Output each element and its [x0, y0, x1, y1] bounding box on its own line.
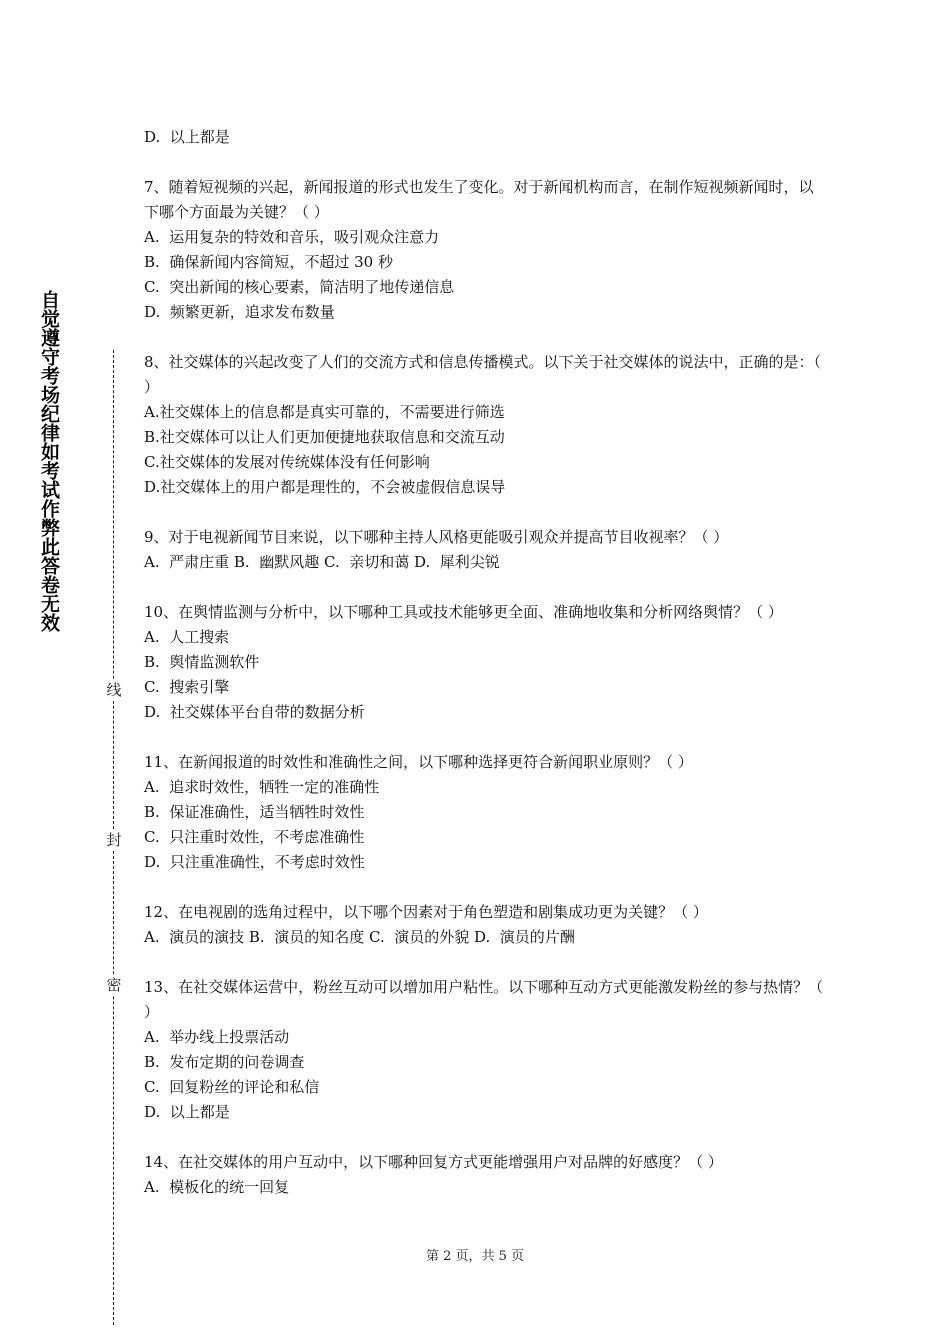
option: A. 演员的演技 B. 演员的知名度 C. 演员的外貌 D. 演员的片酬	[144, 928, 575, 946]
question-title: 13、在社交媒体运营中，粉丝互动可以增加用户粘性。以下哪种互动方式更能激发粉丝的参与热情？（ ）	[144, 978, 824, 1021]
question-7	[144, 175, 824, 325]
question-title: 11、在新闻报道的时效性和准确性之间，以下哪种选择更符合新闻职业原则？（ ）	[144, 753, 693, 771]
question-title: 10、在舆情监测与分析中，以下哪种工具或技术能够更全面、准确地收集和分析网络舆情？（ ）	[144, 603, 783, 621]
option: C. 回复粉丝的评论和私信	[144, 1078, 320, 1096]
option: A.社交媒体上的信息都是真实可靠的，不需要进行筛选	[144, 403, 505, 421]
option: A. 举办线上投票活动	[144, 1028, 290, 1046]
binding-mark-feng: 封	[104, 829, 124, 851]
question-list	[144, 125, 824, 1225]
question-title: 7、随着短视频的兴起，新闻报道的形式也发生了变化。对于新闻机构而言，在制作短视频新闻时，以下哪个方面最为关键？（ ）	[144, 178, 814, 221]
question-title: 12、在电视剧的选角过程中，以下哪个因素对于角色塑造和剧集成功更为关键？（ ）	[144, 903, 708, 921]
option: A. 模板化的统一回复	[144, 1178, 290, 1196]
question-11	[144, 750, 824, 875]
page-number: 第 2 页，共 5 页	[425, 1249, 525, 1264]
binding-mark-mi: 密	[104, 974, 124, 996]
question-13	[144, 975, 824, 1125]
option: A. 严肃庄重 B. 幽默风趣 C. 亲切和蔼 D. 犀利尖锐	[144, 553, 500, 571]
option: A. 运用复杂的特效和音乐，吸引观众注意力	[144, 228, 440, 246]
exam-discipline-warning: 自觉遵守考场纪律如考试作弊此答卷无效	[38, 290, 60, 632]
option: D. 以上都是	[144, 128, 230, 146]
question-title: 14、在社交媒体的用户互动中，以下哪种回复方式更能增强用户对品牌的好感度？（ ）	[144, 1153, 723, 1171]
option: C.社交媒体的发展对传统媒体没有任何影响	[144, 453, 430, 471]
option: A. 人工搜索	[144, 628, 230, 646]
option: B. 确保新闻内容简短，不超过 30 秒	[144, 253, 393, 271]
option: C. 只注重时效性，不考虑准确性	[144, 828, 365, 846]
option: B. 发布定期的问卷调查	[144, 1053, 305, 1071]
previous-question-tail	[144, 125, 824, 150]
option: D. 只注重准确性，不考虑时效性	[144, 853, 365, 871]
option: C. 突出新闻的核心要素，简洁明了地传递信息	[144, 278, 455, 296]
option: B. 舆情监测软件	[144, 653, 260, 671]
question-title: 8、社交媒体的兴起改变了人们的交流方式和信息传播模式。以下关于社交媒体的说法中，正确的是：（ ）	[144, 353, 822, 396]
option: B. 保证准确性，适当牺牲时效性	[144, 803, 365, 821]
option: B.社交媒体可以让人们更加便捷地获取信息和交流互动	[144, 428, 505, 446]
question-14	[144, 1150, 824, 1200]
option: C. 搜索引擎	[144, 678, 230, 696]
question-title: 9、对于电视新闻节目来说，以下哪种主持人风格更能吸引观众并提高节目收视率？（ ）	[144, 528, 729, 546]
option: D.社交媒体上的用户都是理性的，不会被虚假信息误导	[144, 478, 506, 496]
question-10	[144, 600, 824, 725]
option: D. 频繁更新，追求发布数量	[144, 303, 335, 321]
question-12	[144, 900, 824, 950]
question-9	[144, 525, 824, 575]
option: D. 以上都是	[144, 1103, 230, 1121]
binding-mark-xian: 线	[104, 679, 124, 701]
option: A. 追求时效性，牺牲一定的准确性	[144, 778, 380, 796]
option: D. 社交媒体平台自带的数据分析	[144, 703, 365, 721]
question-8	[144, 350, 824, 500]
